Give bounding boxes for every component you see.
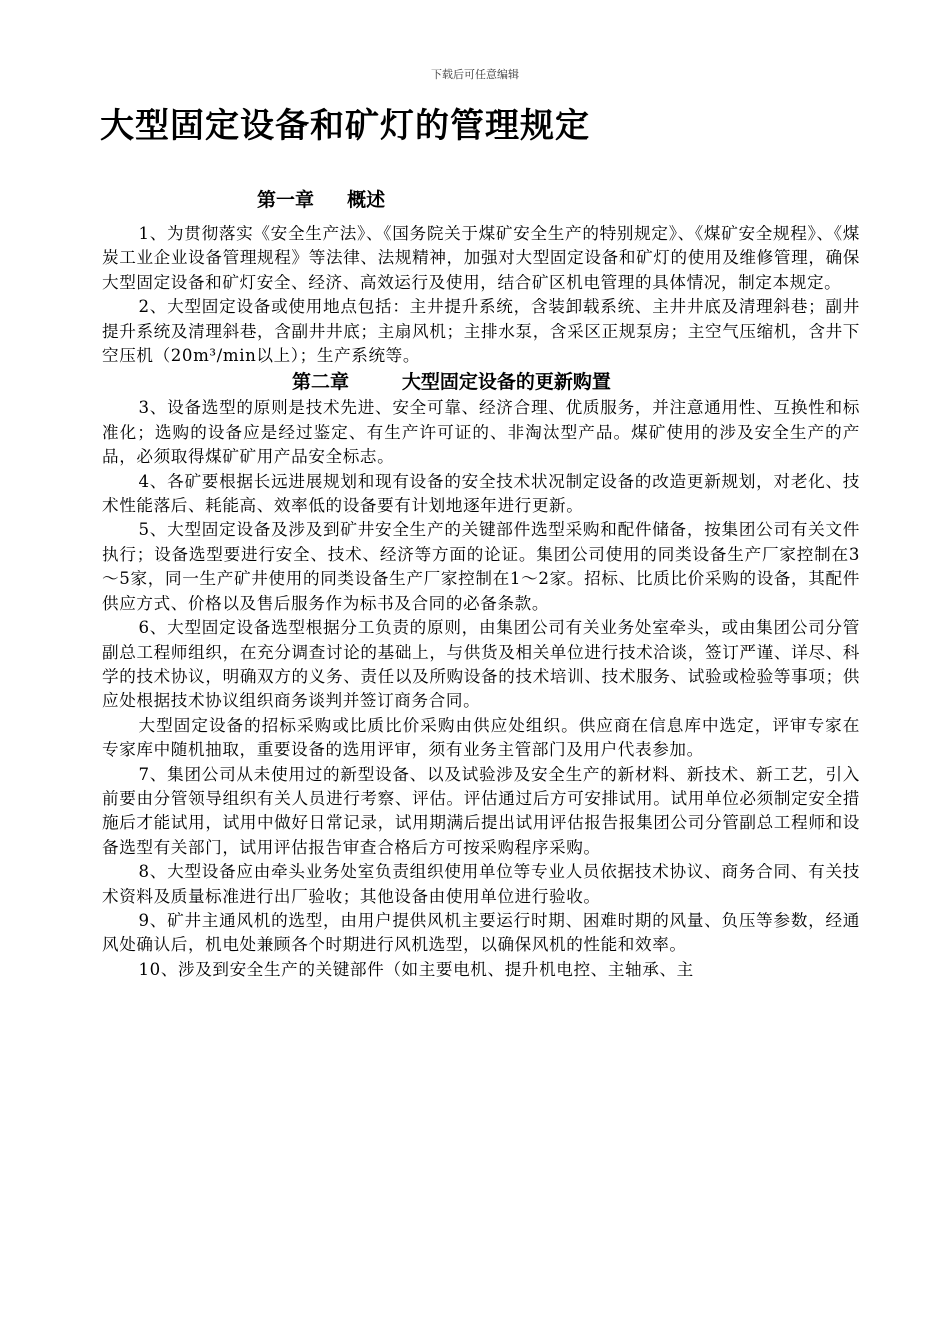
paragraph: 7、集团公司从未使用过的新型设备、以及试验涉及安全生产的新材料、新技术、新工艺，引入前要由分管领导组织有关人员进行考察、评估。评估通过后方可安排试用。试用单位必须制定安全措施后才能试用，试用中做好日常记录，试用期满后提出试用评估报告报集团公司分管副总工程师和设备选型有关部门，试用评估报告审查合格后方可按采购程序采购。	[102, 764, 860, 857]
paragraph: 4、各矿要根据长远进展规划和现有设备的安全技术状况制定设备的改造更新规划，对老化、技术性能落后、耗能高、效率低的设备要有计划地逐年进行更新。	[102, 471, 860, 516]
document-body	[102, 186, 860, 982]
paragraph: 1、为贯彻落实《安全生产法》、《国务院关于煤矿安全生产的特别规定》、《煤矿安全规程》、《煤炭工业企业设备管理规程》等法律、法规精神，加强对大型固定设备和矿灯的使用及维修管理，确保大型固定设备和矿灯安全、经济、高效运行及使用，结合矿区机电管理的具体情况，制定本规定。	[102, 224, 860, 292]
paragraph: 10、涉及到安全生产的关键部件（如主要电机、提升机电控、主轴承、主	[138, 959, 694, 979]
paragraph: 大型固定设备的招标采购或比质比价采购由供应处组织。供应商在信息库中选定，评审专家在专家库中随机抽取，重要设备的选用评审，须有业务主管部门及用户代表参加。	[102, 715, 860, 760]
paragraph: 2、大型固定设备或使用地点包括：主井提升系统，含装卸载系统、主井井底及清理斜巷；副井提升系统及清理斜巷，含副井井底；主扇风机；主排水泵，含采区正规泵房；主空气压缩机，含井下空压机（20m³/min以上）；生产系统等。	[102, 297, 860, 366]
chapter-1	[102, 186, 860, 368]
chapter-heading: 第二章 大型固定设备的更新购置	[292, 371, 611, 394]
paragraph: 5、大型固定设备及涉及到矿井安全生产的关键部件选型采购和配件储备，按集团公司有关文件执行；设备选型要进行安全、技术、经济等方面的论证。集团公司使用的同类设备生产厂家控制在3～5家，同一生产矿井使用的同类设备生产厂家控制在1～2家。招标、比质比价采购的设备，其配件供应方式、价格以及售后服务作为标书及合同的必备条款。	[102, 520, 860, 613]
chapter-heading: 第一章 概述	[257, 189, 386, 211]
chapter-2	[102, 368, 860, 982]
paragraph: 9、矿井主通风机的选型，由用户提供风机主要运行时期、困难时期的风量、负压等参数，经通风处确认后，机电处兼顾各个时期进行风机选型，以确保风机的性能和效率。	[102, 910, 860, 955]
paragraph: 3、设备选型的原则是技术先进、安全可靠、经济合理、优质服务，并注意通用性、互换性和标准化；选购的设备应是经过鉴定、有生产许可证的、非淘汰型产品。煤矿使用的涉及安全生产的产品，必须取得煤矿矿用产品安全标志。	[102, 398, 860, 467]
paragraph: 8、大型设备应由牵头业务处室负责组织使用单位等专业人员依据技术协议、商务合同、有关技术资料及质量标准进行出厂验收；其他设备由使用单位进行验收。	[102, 862, 860, 906]
paragraph: 6、大型固定设备选型根据分工负责的原则，由集团公司有关业务处室牵头，或由集团公司分管副总工程师组织，在充分调查讨论的基础上，与供货及相关单位进行技术洽谈，签订严谨、详尽、科学的技术协议，明确双方的义务、责任以及所购设备的技术培训、技术服务、试验或检验等事项；供应处根据技术协议组织商务谈判并签订商务合同。	[102, 618, 860, 711]
header-note: 下载后可任意编辑	[431, 68, 519, 81]
document-title: 大型固定设备和矿灯的管理规定	[100, 106, 590, 146]
